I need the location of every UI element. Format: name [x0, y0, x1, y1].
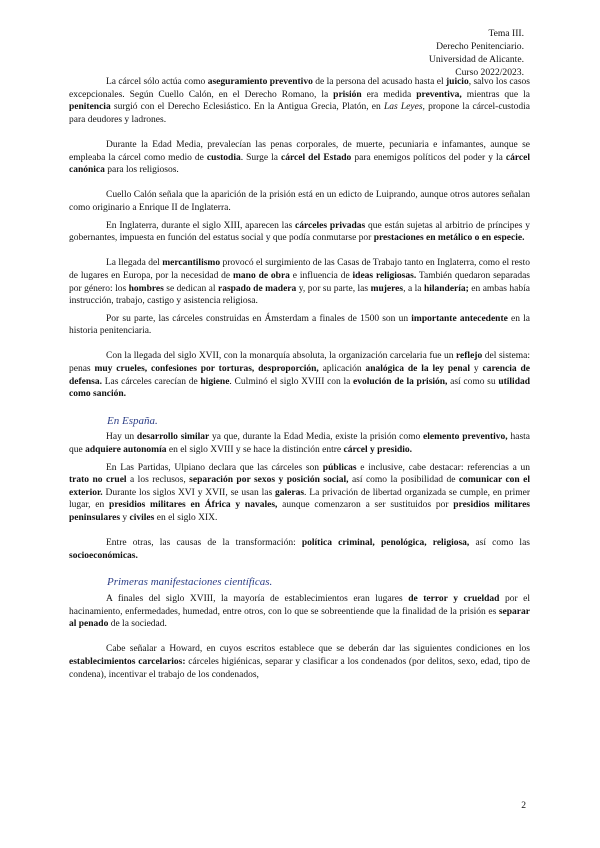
paragraph — [69, 350, 530, 400]
bold-text: evolución de la prisión, — [353, 376, 448, 387]
bold-text: adquiere autonomía — [85, 445, 167, 456]
bold-text: de terror y crueldad — [408, 593, 500, 604]
bold-text: aseguramiento preventivo — [207, 77, 313, 87]
text-run: hasta que — [69, 432, 531, 456]
text-run: Durante los siglos XVI y XVII, se usan las — [102, 487, 276, 498]
text-run: La llegada del — [106, 258, 163, 269]
bold-text: política criminal, penológica, religiosa, — [301, 538, 470, 549]
bold-text: presidios militares en África y navales, — [109, 500, 278, 511]
text-run: del sistema: penas — [69, 351, 530, 375]
text-run: a los reclusos, — [126, 475, 190, 486]
paragraph — [69, 462, 530, 525]
paragraph — [69, 593, 530, 631]
paragraph — [69, 313, 530, 338]
text-run: por el hacinamiento, enfermedades, humedad, entre otros, con lo que se sobreentiende que la finalidad de la prisión es — [69, 593, 531, 617]
text-run: y — [470, 364, 483, 375]
bold-text: cárceles privadas — [295, 220, 366, 231]
text-run: aunque comenzaron a ser sustituidos por — [277, 500, 454, 511]
bold-text: hilandería; — [423, 283, 469, 294]
text-run: En Las Partidas, Ulpiano declara que las cárceles son — [106, 462, 323, 473]
text-run: La cárcel sólo actúa como — [106, 77, 208, 87]
paragraph — [69, 643, 530, 681]
bold-text: mujeres — [370, 283, 404, 294]
text-run: de la sociedad. — [108, 619, 167, 630]
bold-text: higiene — [200, 376, 230, 387]
bold-text: trato no cruel — [69, 475, 127, 486]
bold-text: preventiva, — [416, 89, 462, 100]
section-heading-scientific: Primeras manifestaciones científicas. — [107, 576, 273, 589]
bold-text: mano de obra — [233, 270, 290, 281]
bold-text: ideas religiosas. — [352, 270, 417, 281]
header-university: Universidad de Alicante. — [428, 54, 524, 65]
bold-text: cárcel canónica — [69, 152, 530, 176]
text-run: , a la — [403, 283, 424, 294]
bold-text: carencia de defensa. — [69, 364, 530, 387]
bold-text: cárcel y presidio. — [343, 445, 413, 456]
bold-text: utilidad como sanción. — [69, 376, 531, 400]
text-run: cárceles higiénicas, separar y clasificar a los condenados (por delitos, sexo, edad, tipo de condena), incentivar el trabajo de los condenados, — [69, 656, 530, 680]
bold-text: presidios militares peninsulares — [69, 500, 530, 523]
page-header — [429, 27, 524, 79]
text-run: en ambas había instrucción, trabajo, castigo y asistencia religiosa. — [69, 283, 530, 307]
text-run: e inclusive, cabe destacar: referencias a un — [356, 462, 531, 473]
bold-text: reflejo — [456, 351, 483, 362]
paragraph — [69, 537, 530, 562]
text-run: ya que, durante la Edad Media, existe la prisión como — [209, 432, 424, 443]
bold-text: penitencia — [69, 102, 111, 113]
bold-text: hombres — [128, 283, 164, 294]
text-run: Hay un — [106, 432, 137, 443]
text-run: provocó el surgimiento de las Casas de Trabajo tanto en Inglaterra, como el resto de lugares en Europa, por la necesidad de — [69, 258, 530, 281]
text-run: se dedican al — [163, 283, 218, 294]
italic-text: Las Leyes, — [383, 102, 425, 113]
text-run: era medida — [361, 89, 417, 100]
text-run: . Culminó el siglo XVIII con la — [229, 376, 354, 387]
text-run: También quedaron separadas por género: los — [69, 270, 530, 294]
bold-text: importante antecedente — [411, 313, 508, 324]
paragraph — [69, 257, 530, 307]
bold-text: cárcel del Estado — [281, 152, 352, 163]
bold-text: comunicar con el exterior. — [69, 475, 531, 498]
bold-text: establecimientos carcelarios: — [69, 656, 186, 667]
bold-text: mercantilismo — [162, 258, 221, 269]
bold-text: analógica de la ley penal — [365, 364, 471, 375]
text-run: de la persona del acusado hasta el — [312, 77, 446, 87]
text-run: para los religiosos. — [104, 165, 179, 176]
text-run: . La privación de libertad organizada se cumple, en primer lugar, en — [69, 487, 531, 511]
text-run: Entre otras, las causas de la transformación: — [106, 538, 302, 549]
text-run: así como la posibilidad de — [348, 475, 459, 486]
header-subject: Derecho Penitenciario. — [436, 41, 524, 52]
bold-text: raspado de madera — [217, 283, 297, 294]
bold-text: juicio — [446, 77, 469, 87]
paragraph — [69, 220, 530, 245]
text-run: en la historia penitenciaria. — [69, 313, 531, 337]
bold-text: civiles — [129, 513, 155, 523]
header-topic: Tema III. — [488, 28, 524, 39]
bold-text: públicas — [322, 462, 357, 473]
text-run: propone la cárcel-custodia para deudores y ladrones. — [69, 102, 530, 125]
text-run: que están sujetas al arbitrio de príncipes y gobernantes, impuesta en función del estatus social y que podía conmutarse por — [69, 220, 530, 244]
text-run: aplicación — [318, 364, 366, 375]
text-run: en el siglo XVIII y se hace la distinción entre — [166, 445, 344, 456]
paragraph — [69, 431, 530, 456]
text-run: A finales del siglo XVIII, la mayoría de establecimientos eran lugares — [106, 593, 409, 604]
text-run: en el siglo XIX. — [154, 513, 218, 523]
text-run: Con la llegada del siglo XVII, con la monarquía absoluta, la organización carcelaria fue un — [106, 351, 456, 362]
bold-text: socioeconómicas. — [69, 550, 138, 561]
header-course: Curso 2022/2023. — [455, 67, 524, 78]
text-run: mientras que la — [461, 89, 530, 100]
text-run: Cuello Calón señala que la aparición de la prisión está en un edicto de Luiprando, aunque otros autores señalan como originario a Enrique II de Inglaterra. — [69, 190, 530, 213]
text-run: Cabe señalar a Howard, en cuyos escritos establece que se deberán dar las siguientes condiciones en los — [106, 644, 530, 655]
text-run: , salvo los casos excepcionales. Según Cuello Calón, en el Derecho Romano, la — [69, 77, 531, 100]
paragraph — [69, 189, 530, 214]
bold-text: prisión — [333, 89, 362, 100]
page-number: 2 — [521, 800, 526, 811]
section-heading-spain: En España. — [107, 414, 158, 427]
text-run: e influencia de — [289, 270, 353, 281]
text-run: . Surge la — [240, 152, 282, 163]
text-run: Las cárceles carecían de — [102, 376, 201, 387]
text-run: así como las — [469, 538, 530, 549]
text-run: y, por su parte, las — [296, 283, 371, 294]
text-run: En Inglaterra, durante el siglo XIII, aparecen las — [106, 220, 296, 231]
text-run: así como su — [447, 376, 499, 387]
document-body — [69, 76, 530, 681]
bold-text: galeras — [275, 487, 305, 498]
bold-text: desarrollo similar — [136, 432, 210, 443]
bold-text: elemento preventivo, — [423, 432, 508, 443]
text-run: y — [120, 513, 130, 523]
text-run: Durante la Edad Media, prevalecían las penas corporales, de muerte, pecuniaria e infamantes, aunque se empleaba la cárcel como medio de — [69, 139, 530, 163]
bold-text: custodia — [206, 152, 241, 163]
paragraph — [69, 139, 530, 177]
text-run: Por su parte, las cárceles construidas en Ámsterdam a finales de 1500 son un — [106, 313, 412, 324]
bold-text: muy crueles, confesiones por torturas, desproporción, — [94, 364, 319, 375]
text-run: para enemigos políticos del poder y la — [351, 152, 506, 163]
bold-text: separar al penado — [69, 606, 530, 630]
bold-text: prestaciones en metálico o en especie. — [373, 233, 525, 244]
text-run: surgió con el Derecho Eclesiástico. En la Antigua Grecia, Platón, en — [110, 102, 384, 113]
paragraph — [69, 76, 530, 126]
bold-text: separación por sexos y posición social, — [189, 475, 349, 486]
